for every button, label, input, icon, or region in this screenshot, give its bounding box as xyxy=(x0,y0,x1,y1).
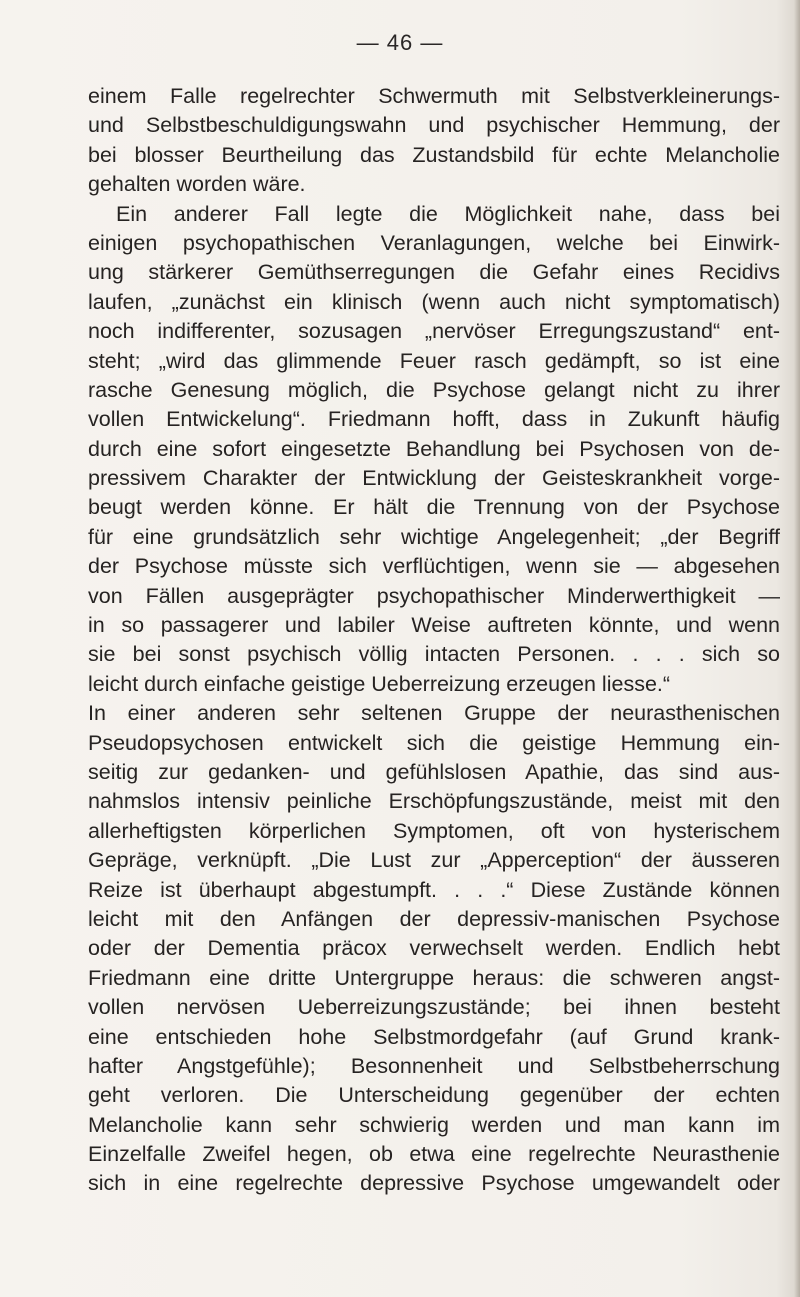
text-line: noch indifferenter, sozusagen „nervöser Erregungszustand“ ent- xyxy=(88,319,780,344)
text-line: in so passagerer und labiler Weise auftreten könnte, und wenn xyxy=(88,613,780,638)
text-line: seitig zur gedanken- und gefühlslosen Apathie, das sind aus- xyxy=(88,759,780,784)
page-number: — 46 — xyxy=(356,30,444,55)
text-line: sich in eine regelrechte depressive Psychose umgewandelt oder xyxy=(88,1171,780,1196)
body-text xyxy=(88,82,780,1199)
text-line: allerheftigsten körperlichen Symptomen, oft von hysterischem xyxy=(88,818,780,843)
text-line: Einzelfalle Zweifel hegen, ob etwa eine regelrechte Neurasthenie xyxy=(88,1142,780,1167)
text-line: steht; „wird das glimmende Feuer rasch gedämpft, so ist eine xyxy=(88,348,780,373)
text-line: Melancholie kann sehr schwierig werden und man kann im xyxy=(88,1112,780,1137)
text-line: der Psychose müsste sich verflüchtigen, wenn sie — abgesehen xyxy=(88,554,780,579)
text-line: Pseudopsychosen entwickelt sich die geistige Hemmung ein- xyxy=(88,730,780,755)
text-line: einem Falle regelrechter Schwermuth mit Selbstverkleinerungs- xyxy=(88,84,780,108)
text-line: leicht mit den Anfängen der depressiv-manischen Psychose xyxy=(88,906,780,931)
text-line: pressivem Charakter der Entwicklung der Geisteskrankheit vorge- xyxy=(88,466,780,491)
text-line: bei blosser Beurtheilung das Zustandsbild für echte Melancholie xyxy=(88,142,780,167)
text-line: für eine grundsätzlich sehr wichtige Angelegenheit; „der Begriff xyxy=(88,524,780,549)
text-line: Ein anderer Fall legte die Möglichkeit nahe, dass bei xyxy=(116,201,780,226)
text-line: beugt werden könne. Er hält die Trennung von der Psychose xyxy=(88,495,780,520)
text-line: vollen Entwickelung“. Friedmann hofft, dass in Zukunft häufig xyxy=(88,407,780,432)
text-line: nahmslos intensiv peinliche Erschöpfungszustände, meist mit den xyxy=(88,789,780,814)
text-line: Gepräge, verknüpft. „Die Lust zur „Apperception“ der äusseren xyxy=(88,848,780,873)
text-line: Reize ist überhaupt abgestumpft. . . .“ Diese Zustände können xyxy=(88,877,780,902)
text-line: hafter Angstgefühle); Besonnenheit und Selbstbeherrschung xyxy=(88,1053,780,1078)
text-line: einigen psychopathischen Veranlagungen, welche bei Einwirk- xyxy=(88,230,780,255)
text-line: und Selbstbeschuldigungswahn und psychischer Hemmung, der xyxy=(88,113,780,138)
text-line: durch eine sofort eingesetzte Behandlung bei Psychosen von de- xyxy=(88,436,780,461)
text-line: In einer anderen sehr seltenen Gruppe der neurasthenischen xyxy=(88,701,780,726)
text-line: von Fällen ausgeprägter psychopathischer Minderwerthigkeit — xyxy=(88,583,780,608)
text-line: oder der Dementia präcox verwechselt werden. Endlich hebt xyxy=(88,936,780,961)
text-line: vollen nervösen Ueberreizungszustände; bei ihnen besteht xyxy=(88,995,780,1020)
text-line: Friedmann eine dritte Untergruppe heraus: die schweren angst- xyxy=(88,965,780,990)
text-line: eine entschieden hohe Selbstmordgefahr (auf Grund krank- xyxy=(88,1024,780,1049)
text-line: sie bei sonst psychisch völlig intacten Personen. . . . sich so xyxy=(88,642,780,667)
text-line: rasche Genesung möglich, die Psychose gelangt nicht zu ihrer xyxy=(88,377,780,402)
text-line: gehalten worden wäre. xyxy=(88,172,306,197)
text-line: laufen, „zunächst ein klinisch (wenn auch nicht symptomatisch) xyxy=(88,289,780,314)
text-line: ung stärkerer Gemüthserregungen die Gefahr eines Recidivs xyxy=(88,260,780,285)
text-line: leicht durch einfache geistige Ueberreizung erzeugen liesse.“ xyxy=(88,671,671,696)
text-line: geht verloren. Die Unterscheidung gegenüber der echten xyxy=(88,1083,780,1108)
page-edge-shadow xyxy=(794,0,800,1297)
